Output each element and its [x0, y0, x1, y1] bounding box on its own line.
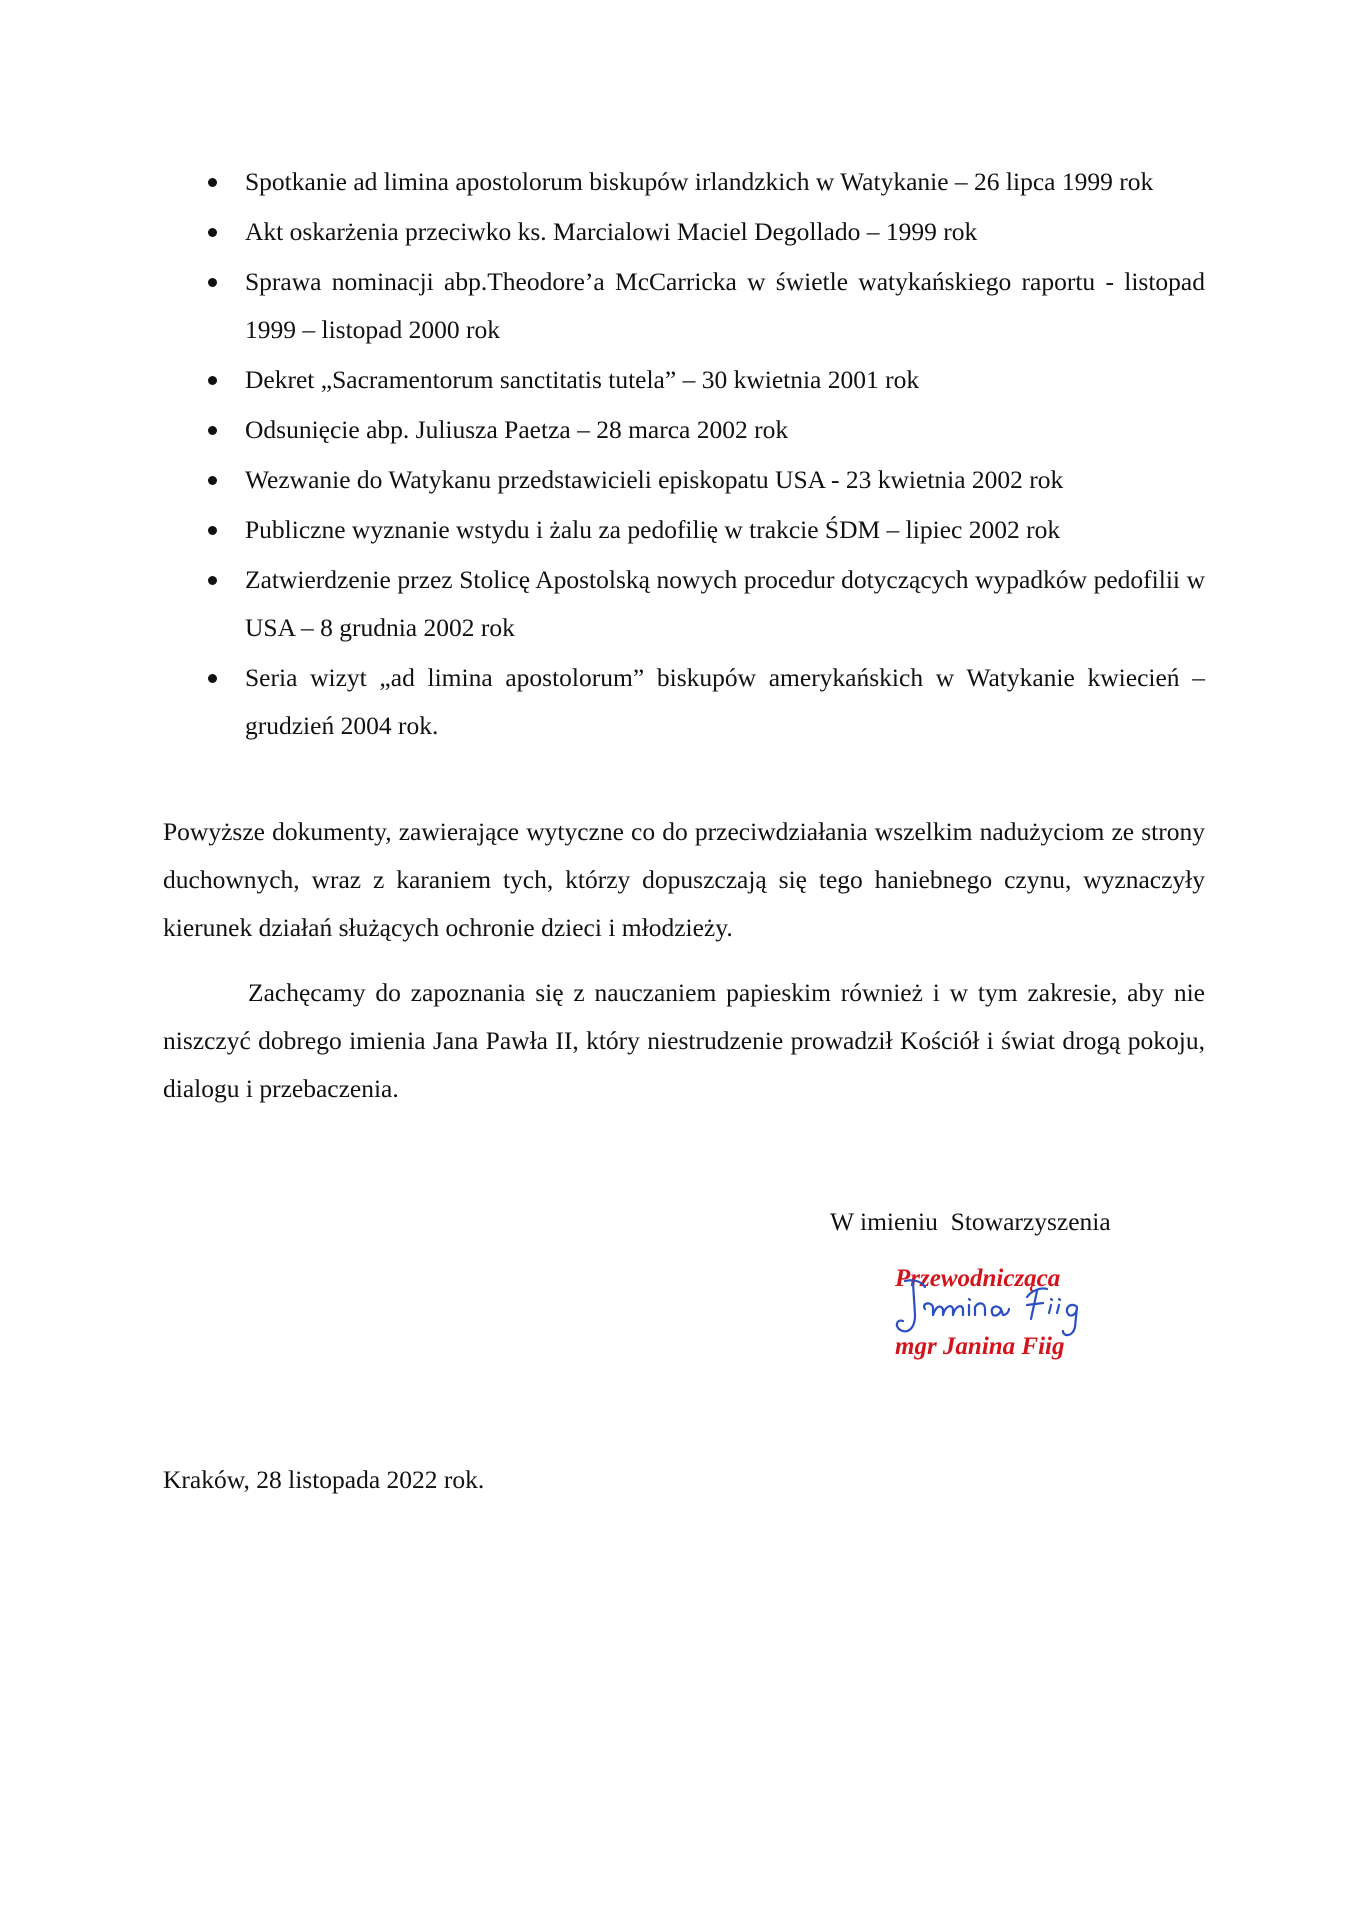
appeal-paragraph: Zachęcamy do zapoznania się z nauczaniem papieskim również i w tym zakresie, aby nie niszczyć dobrego imienia Jana Pawła II, który niestrudzenie prowadził Kościół i świat drogą pokoju, dialogu i przebaczenia.: [163, 978, 1205, 1103]
list-item-text: Publiczne wyznanie wstydu i żalu za pedofilię w trakcie ŚDM – lipiec 2002 rok: [245, 515, 1061, 544]
list-item-text: Akt oskarżenia przeciwko ks. Marcialowi Maciel Degollado – 1999 rok: [245, 217, 978, 246]
list-item: [163, 258, 1205, 354]
list-item-text: Dekret „Sacramentorum sanctitatis tutela” – 30 kwietnia 2001 rok: [245, 365, 920, 394]
list-item-text: Zatwierdzenie przez Stolicę Apostolską nowych procedur dotyczących wypadków pedofilii w USA – 8 grudnia 2002 rok: [245, 565, 1205, 642]
events-list: [163, 158, 1205, 752]
bullet-icon: [208, 576, 217, 585]
signatory-title: Przewodnicząca: [895, 1265, 1061, 1292]
bullet-icon: [208, 426, 217, 435]
bullet-icon: [208, 526, 217, 535]
list-item: [163, 506, 1205, 554]
signatory-name: mgr Janina Fiig: [895, 1333, 1065, 1360]
bullet-icon: [208, 228, 217, 237]
place-and-date: Kraków, 28 listopada 2022 rok.: [163, 1465, 485, 1494]
list-item-text: Seria wizyt „ad limina apostolorum” biskupów amerykańskich w Watykanie kwiecień – grudzień 2004 rok.: [245, 663, 1205, 740]
handwritten-signature: [891, 1275, 1111, 1347]
bullet-icon: [208, 178, 217, 187]
list-item: [163, 556, 1205, 652]
list-item-text: Sprawa nominacji abp.Theodore’a McCarricka w świetle watykańskiego raportu - listopad 1999 – listopad 2000 rok: [245, 267, 1205, 344]
list-item: [163, 356, 1205, 404]
bullet-icon: [208, 278, 217, 287]
list-item-text: Wezwanie do Watykanu przedstawicieli episkopatu USA - 23 kwietnia 2002 rok: [245, 465, 1064, 494]
bullet-icon: [208, 476, 217, 485]
list-item-text: Spotkanie ad limina apostolorum biskupów irlandzkich w Watykanie – 26 lipca 1999 rok: [245, 167, 1154, 196]
list-item: [163, 208, 1205, 256]
on-behalf-line: W imieniu Stowarzyszenia: [830, 1207, 1111, 1236]
summary-paragraph: Powyższe dokumenty, zawierające wytyczne co do przeciwdziałania wszelkim nadużyciom ze strony duchownych, wraz z karaniem tych, którzy dopuszczają się tego haniebnego czynu, wyznaczyły kierunek działań służących ochronie dzieci i młodzieży.: [163, 817, 1205, 942]
signature-block: [895, 1265, 1115, 1375]
bullet-icon: [208, 376, 217, 385]
list-item: [163, 406, 1205, 454]
list-item: [163, 456, 1205, 504]
list-item: [163, 654, 1205, 750]
list-item: [163, 158, 1205, 206]
bullet-icon: [208, 674, 217, 683]
list-item-text: Odsunięcie abp. Juliusza Paetza – 28 marca 2002 rok: [245, 415, 789, 444]
